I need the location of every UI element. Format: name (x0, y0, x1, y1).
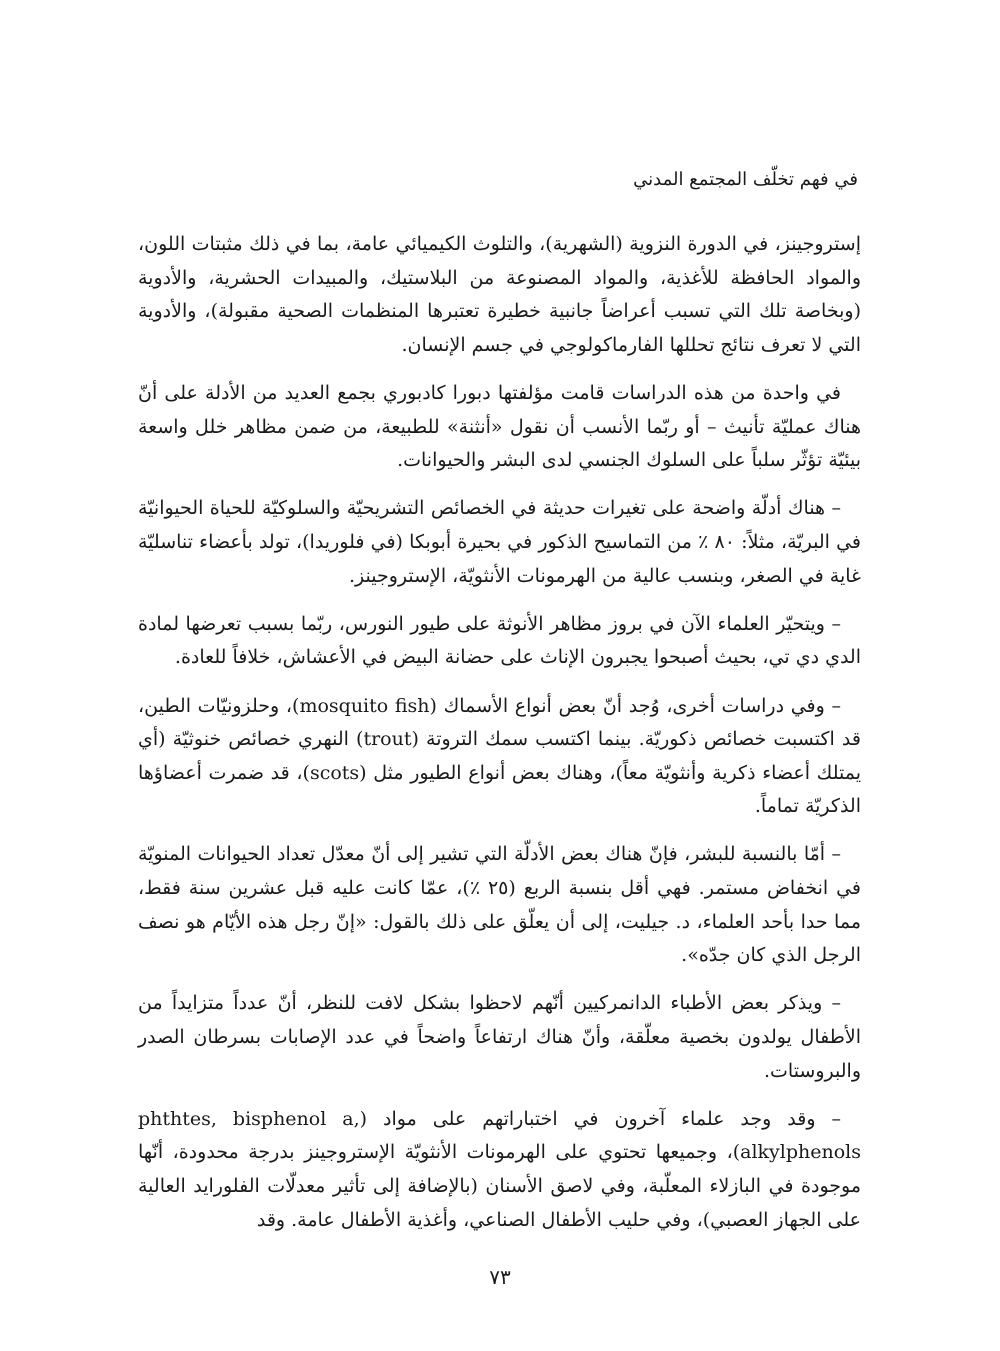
paragraph: إستروجينز، في الدورة النزوية (الشهرية)، والتلوث الكيميائي عامة، بما في ذلك مثبتات اللون، والمواد الحافظة للأغذية، والمواد المصنوعة من البلاستيك، والمبيدات الحشرية، والأدوية (وبخاصة تلك التي تسبب أعراضاً جانبية خطيرة تعتبرها المنظمات الصحية مقبولة)، والأدوية التي لا تعرف نتائج تحللها الفارماكولوجي في جسم الإنسان. (138, 233, 861, 356)
paragraph: – وفي دراسات أخرى، وُجد أنّ بعض أنواع الأسماك (mosquito fish)، وحلزونيّات الطين، قد اكتسبت خصائص ذكوريّة. بينما اكتسب سمك التروتة (trout) النهري خصائص خنوثيّة (أي يمتلك أعضاء ذكرية وأنثويّة معاً)، وهناك بعض أنواع الطيور مثل (scots)، قد ضمرت أعضاؤها الذكريّة تماماً. (138, 694, 861, 818)
body-text (138, 228, 861, 1252)
running-header: في فهم تخلّف المجتمع المدني (633, 169, 858, 190)
paragraph: – ويذكر بعض الأطباء الدانمركيين أنّهم لاحظوا بشكل لافت للنظر، أنّ عدداً متزايداً من الأطفال يولدون بخصية معلّقة، وأنّ هناك ارتفاعاً واضحاً في عدد الإصابات بسرطان الصدر والبروستات. (138, 992, 861, 1082)
paragraph: – ويتحيّر العلماء الآن في بروز مظاهر الأنوثة على طيور النورس، ربّما بسبب تعرضها لمادة الدي دي تي، بحيث أصبحوا يجبرون الإناث على حضانة البيض في الأعشاش، خلافاً للعادة. (138, 612, 861, 669)
paragraph: في واحدة من هذه الدراسات قامت مؤلفتها دبورا كادبوري بجمع العديد من الأدلة على أنّ هناك عمليّة تأنيث – أو ربّما الأنسب أن نقول «أنثنة» للطبيعة، من ضمن مظاهر خلل واسعة بيئيّة تؤثّر سلباً على السلوك الجنسي لدى البشر والحيوانات. (138, 381, 861, 472)
page-number: ٧٣ (489, 1265, 511, 1289)
paragraph: – هناك أدلّة واضحة على تغيرات حديثة في الخصائص التشريحيّة والسلوكيّة للحياة الحيوانيّة في البريّة، مثلاً: ٨٠ ٪ من التماسيح الذكور في بحيرة أبوبكا (في فلوريدا)، تولد بأعضاء تناسليّة غاية في الصغر، وبنسب عالية من الهرمونات الأنثويّة، الإستروجينز. (138, 497, 862, 587)
paragraph: – وقد وجد علماء آخرون في اختباراتهم على مواد (phthtes, bisphenol a, alkylphenols)، وجميعها تحتوي على الهرمونات الأنثويّة الإستروجينز بدرجة محدودة، أنّها موجودة في البازلاء المعلّبة، وفي لاصق الأسنان (بالإضافة إلى تأثير معدلّات الفلورايد العالية على الجهاز العصبي)، وفي حليب الأطفال الصناعي، وأغذية الأطفال عامة. وقد (138, 1107, 861, 1231)
paragraph: – أمّا بالنسبة للبشر، فإنّ هناك بعض الأدلّة التي تشير إلى أنّ معدّل تعداد الحيوانات المنويّة في انخفاض مستمر. فهي أقل بنسبة الربع (٢٥ ٪)، عمّا كانت عليه قبل عشرين سنة فقط، مما حدا بأحد العلماء، د. جيليت، إلى أن يعلّق على ذلك بالقول: «إنّ رجل هذه الأيّام هو نصف الرجل الذي كان جدّه». (138, 843, 861, 967)
